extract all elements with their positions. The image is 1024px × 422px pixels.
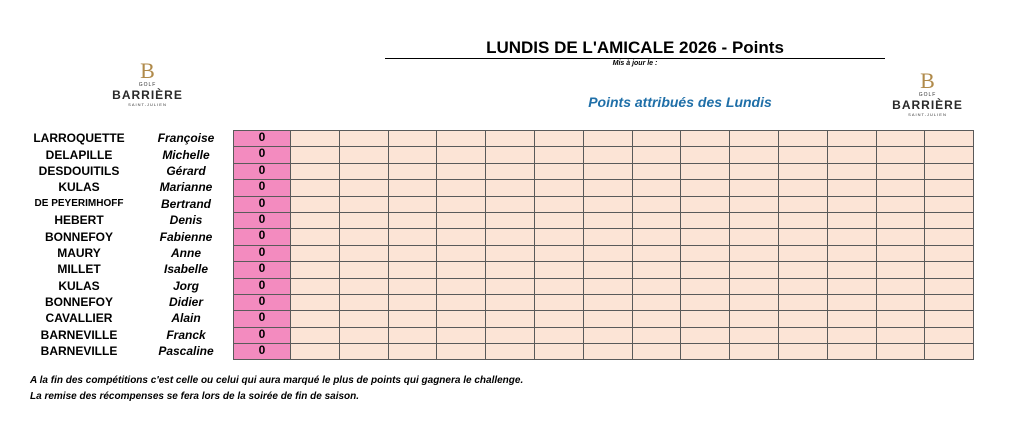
- monday-points-cell: [388, 294, 437, 310]
- player-row: [20, 228, 234, 244]
- monday-points-cell: [876, 212, 925, 228]
- monday-points-cell: [681, 278, 730, 294]
- monday-points-cell: [388, 245, 437, 261]
- logo-b-icon: B: [140, 58, 155, 83]
- player-first-name: Gérard: [166, 163, 206, 178]
- total-points-cell: 0: [234, 344, 291, 360]
- monday-points-cell: [437, 212, 486, 228]
- player-last-name: LARROQUETTE: [33, 131, 125, 146]
- monday-points-cell: [681, 294, 730, 310]
- monday-points-cell: [730, 245, 779, 261]
- monday-points-cell: [876, 262, 925, 278]
- table-row: [234, 212, 974, 228]
- monday-points-cell: [583, 262, 632, 278]
- monday-points-cell: [681, 131, 730, 147]
- footer-line-2: La remise des récompenses se fera lors de la soirée de fin de saison.: [30, 391, 360, 402]
- monday-points-cell: [486, 294, 535, 310]
- monday-points-cell: [339, 147, 388, 163]
- player-row: [20, 163, 234, 179]
- player-row: [20, 327, 234, 343]
- monday-points-cell: [827, 147, 876, 163]
- monday-points-cell: [388, 229, 437, 245]
- total-points-cell: 0: [234, 163, 291, 179]
- monday-points-cell: [486, 180, 535, 196]
- monday-points-cell: [778, 229, 827, 245]
- monday-points-cell: [291, 311, 340, 327]
- monday-points-cell: [339, 196, 388, 212]
- monday-points-cell: [632, 278, 681, 294]
- monday-points-cell: [681, 212, 730, 228]
- table-row: [234, 229, 974, 245]
- monday-points-cell: [876, 229, 925, 245]
- monday-points-cell: [486, 229, 535, 245]
- monday-points-cell: [437, 180, 486, 196]
- monday-points-cell: [534, 262, 583, 278]
- monday-points-cell: [486, 278, 535, 294]
- monday-points-cell: [388, 212, 437, 228]
- monday-points-cell: [778, 196, 827, 212]
- monday-points-cell: [632, 147, 681, 163]
- monday-points-cell: [876, 294, 925, 310]
- monday-points-cell: [534, 163, 583, 179]
- monday-points-cell: [681, 229, 730, 245]
- monday-points-cell: [339, 229, 388, 245]
- monday-points-cell: [681, 147, 730, 163]
- monday-points-cell: [534, 131, 583, 147]
- monday-points-cell: [583, 229, 632, 245]
- player-first-name: Marianne: [159, 180, 213, 195]
- monday-points-cell: [583, 180, 632, 196]
- monday-points-cell: [925, 294, 974, 310]
- monday-points-cell: [925, 229, 974, 245]
- monday-points-cell: [827, 344, 876, 360]
- monday-points-cell: [876, 344, 925, 360]
- monday-points-cell: [486, 344, 535, 360]
- monday-points-cell: [827, 212, 876, 228]
- monday-points-cell: [437, 344, 486, 360]
- player-row: [20, 294, 234, 310]
- monday-points-cell: [876, 327, 925, 343]
- monday-points-cell: [339, 311, 388, 327]
- monday-points-cell: [925, 262, 974, 278]
- total-points-cell: 0: [234, 311, 291, 327]
- monday-points-cell: [291, 131, 340, 147]
- monday-points-cell: [388, 147, 437, 163]
- monday-points-cell: [388, 180, 437, 196]
- monday-points-cell: [632, 229, 681, 245]
- monday-points-cell: [778, 163, 827, 179]
- monday-points-cell: [925, 311, 974, 327]
- monday-points-cell: [876, 311, 925, 327]
- logo-place-text: SAINT-JULIEN: [908, 112, 947, 117]
- player-last-name: DE PEYERIMHOFF: [34, 198, 124, 210]
- total-points-cell: 0: [234, 327, 291, 343]
- monday-points-cell: [534, 327, 583, 343]
- monday-points-cell: [437, 327, 486, 343]
- player-row: [20, 261, 234, 277]
- monday-points-cell: [925, 131, 974, 147]
- monday-points-cell: [876, 163, 925, 179]
- monday-points-cell: [632, 327, 681, 343]
- monday-points-cell: [925, 147, 974, 163]
- monday-points-cell: [681, 311, 730, 327]
- monday-points-cell: [583, 245, 632, 261]
- monday-points-cell: [632, 180, 681, 196]
- monday-points-cell: [778, 212, 827, 228]
- footer-notes: [30, 373, 523, 405]
- monday-points-cell: [632, 212, 681, 228]
- monday-points-cell: [778, 131, 827, 147]
- monday-points-cell: [534, 344, 583, 360]
- logo-golf-text: GOLF: [918, 92, 937, 98]
- monday-points-cell: [388, 327, 437, 343]
- monday-points-cell: [291, 327, 340, 343]
- monday-points-cell: [388, 131, 437, 147]
- monday-points-cell: [730, 147, 779, 163]
- table-row: [234, 163, 974, 179]
- monday-points-cell: [388, 344, 437, 360]
- monday-points-cell: [876, 131, 925, 147]
- player-first-name: Françoise: [157, 131, 215, 146]
- logo-place-text: SAINT-JULIEN: [128, 102, 167, 107]
- monday-points-cell: [632, 196, 681, 212]
- monday-points-cell: [486, 262, 535, 278]
- monday-points-cell: [730, 163, 779, 179]
- monday-points-cell: [827, 262, 876, 278]
- monday-points-cell: [925, 212, 974, 228]
- player-row: [20, 343, 234, 359]
- table-row: [234, 196, 974, 212]
- monday-points-cell: [681, 245, 730, 261]
- monday-points-cell: [437, 196, 486, 212]
- player-last-name: KULAS: [58, 278, 100, 293]
- update-label: Mis à jour le :: [385, 58, 885, 74]
- player-row: [20, 130, 234, 146]
- monday-points-cell: [437, 163, 486, 179]
- monday-points-cell: [925, 245, 974, 261]
- section-subtitle: Points attribués des Lundis: [588, 94, 772, 110]
- monday-points-cell: [730, 311, 779, 327]
- monday-points-cell: [876, 180, 925, 196]
- monday-points-cell: [534, 294, 583, 310]
- golf-barriere-logo-left: [100, 60, 195, 108]
- monday-points-cell: [486, 311, 535, 327]
- monday-points-cell: [730, 294, 779, 310]
- monday-points-cell: [486, 245, 535, 261]
- monday-points-cell: [632, 131, 681, 147]
- player-row: [20, 278, 234, 294]
- total-points-cell: 0: [234, 196, 291, 212]
- table-row: [234, 344, 974, 360]
- monday-points-cell: [827, 131, 876, 147]
- total-points-cell: 0: [234, 131, 291, 147]
- monday-points-cell: [778, 327, 827, 343]
- player-last-name: DESDOUITILS: [38, 163, 120, 178]
- monday-points-cell: [291, 262, 340, 278]
- total-points-cell: 0: [234, 294, 291, 310]
- player-first-name: Fabienne: [159, 229, 213, 244]
- monday-points-cell: [388, 163, 437, 179]
- total-points-cell: 0: [234, 278, 291, 294]
- table-row: [234, 262, 974, 278]
- monday-points-cell: [925, 196, 974, 212]
- monday-points-cell: [632, 294, 681, 310]
- monday-points-cell: [876, 278, 925, 294]
- monday-points-cell: [534, 212, 583, 228]
- monday-points-cell: [827, 245, 876, 261]
- player-row: [20, 196, 234, 212]
- table-row: [234, 147, 974, 163]
- logo-brand-text: BARRIÈRE: [892, 98, 963, 112]
- monday-points-cell: [632, 344, 681, 360]
- player-first-name: Michelle: [162, 147, 210, 162]
- monday-points-cell: [534, 278, 583, 294]
- monday-points-cell: [730, 229, 779, 245]
- player-name-list: [20, 130, 234, 359]
- total-points-cell: 0: [234, 229, 291, 245]
- monday-points-cell: [778, 147, 827, 163]
- player-last-name: KULAS: [58, 180, 100, 195]
- monday-points-cell: [437, 278, 486, 294]
- player-row: [20, 212, 234, 228]
- monday-points-cell: [291, 212, 340, 228]
- monday-points-cell: [681, 196, 730, 212]
- monday-points-cell: [778, 262, 827, 278]
- monday-points-cell: [632, 262, 681, 278]
- total-points-cell: 0: [234, 180, 291, 196]
- monday-points-cell: [339, 245, 388, 261]
- monday-points-cell: [681, 180, 730, 196]
- monday-points-cell: [583, 131, 632, 147]
- player-row: [20, 146, 234, 162]
- monday-points-cell: [437, 245, 486, 261]
- total-points-cell: 0: [234, 245, 291, 261]
- monday-points-cell: [339, 163, 388, 179]
- monday-points-cell: [339, 180, 388, 196]
- footer-line-1: A la fin des compétitions c'est celle ou celui qui aura marqué le plus de points qui gagnera le challenge.: [30, 375, 524, 386]
- monday-points-cell: [339, 278, 388, 294]
- table-row: [234, 311, 974, 327]
- monday-points-cell: [291, 344, 340, 360]
- monday-points-cell: [339, 327, 388, 343]
- monday-points-cell: [778, 311, 827, 327]
- monday-points-cell: [437, 311, 486, 327]
- player-first-name: Alain: [171, 311, 201, 326]
- player-first-name: Didier: [168, 295, 203, 310]
- monday-points-cell: [583, 196, 632, 212]
- total-points-cell: 0: [234, 147, 291, 163]
- monday-points-cell: [827, 163, 876, 179]
- points-grid: [233, 130, 974, 360]
- monday-points-cell: [583, 311, 632, 327]
- player-first-name: Jorg: [172, 278, 199, 293]
- monday-points-cell: [730, 180, 779, 196]
- monday-points-cell: [730, 196, 779, 212]
- monday-points-cell: [827, 311, 876, 327]
- monday-points-cell: [388, 196, 437, 212]
- total-points-cell: 0: [234, 212, 291, 228]
- monday-points-cell: [827, 229, 876, 245]
- monday-points-cell: [778, 294, 827, 310]
- table-row: [234, 294, 974, 310]
- monday-points-cell: [778, 278, 827, 294]
- player-last-name: DELAPILLE: [45, 147, 113, 162]
- table-row: [234, 180, 974, 196]
- monday-points-cell: [437, 131, 486, 147]
- monday-points-cell: [925, 327, 974, 343]
- monday-points-cell: [437, 262, 486, 278]
- monday-points-cell: [437, 229, 486, 245]
- player-last-name: BONNEFOY: [44, 295, 113, 310]
- monday-points-cell: [827, 294, 876, 310]
- player-first-name: Isabelle: [163, 262, 209, 277]
- player-row: [20, 245, 234, 261]
- logo-golf-text: GOLF: [138, 82, 157, 88]
- monday-points-cell: [437, 294, 486, 310]
- page-title: LUNDIS DE L'AMICALE 2026 - Points: [486, 38, 784, 57]
- table-row: [234, 131, 974, 147]
- monday-points-cell: [730, 278, 779, 294]
- monday-points-cell: [534, 147, 583, 163]
- player-row: [20, 310, 234, 326]
- monday-points-cell: [730, 212, 779, 228]
- monday-points-cell: [339, 131, 388, 147]
- monday-points-cell: [681, 327, 730, 343]
- monday-points-cell: [583, 212, 632, 228]
- monday-points-cell: [486, 196, 535, 212]
- monday-points-cell: [583, 278, 632, 294]
- logo-brand-text: BARRIÈRE: [112, 88, 183, 102]
- monday-points-cell: [388, 311, 437, 327]
- monday-points-cell: [534, 229, 583, 245]
- player-last-name: HEBERT: [54, 213, 104, 228]
- monday-points-cell: [681, 163, 730, 179]
- total-points-cell: 0: [234, 262, 291, 278]
- monday-points-cell: [486, 212, 535, 228]
- monday-points-cell: [291, 180, 340, 196]
- monday-points-cell: [876, 245, 925, 261]
- monday-points-cell: [437, 147, 486, 163]
- player-first-name: Anne: [171, 245, 201, 260]
- monday-points-cell: [632, 245, 681, 261]
- monday-points-cell: [388, 262, 437, 278]
- monday-points-cell: [730, 262, 779, 278]
- monday-points-cell: [486, 131, 535, 147]
- monday-points-cell: [583, 147, 632, 163]
- monday-points-cell: [534, 245, 583, 261]
- monday-points-cell: [778, 245, 827, 261]
- monday-points-cell: [681, 262, 730, 278]
- player-last-name: CAVALLIER: [45, 311, 113, 326]
- monday-points-cell: [583, 294, 632, 310]
- monday-points-cell: [583, 163, 632, 179]
- player-row: [20, 179, 234, 195]
- monday-points-cell: [291, 278, 340, 294]
- monday-points-cell: [876, 196, 925, 212]
- monday-points-cell: [291, 196, 340, 212]
- monday-points-cell: [534, 196, 583, 212]
- player-last-name: BONNEFOY: [44, 229, 113, 244]
- monday-points-cell: [730, 344, 779, 360]
- monday-points-cell: [291, 229, 340, 245]
- monday-points-cell: [925, 180, 974, 196]
- player-last-name: BARNEVILLE: [40, 344, 118, 359]
- table-row: [234, 327, 974, 343]
- monday-points-cell: [925, 163, 974, 179]
- monday-points-cell: [534, 311, 583, 327]
- monday-points-cell: [876, 147, 925, 163]
- table-row: [234, 278, 974, 294]
- monday-points-cell: [827, 278, 876, 294]
- monday-points-cell: [925, 344, 974, 360]
- player-last-name: MILLET: [57, 262, 101, 277]
- monday-points-cell: [291, 245, 340, 261]
- monday-points-cell: [632, 311, 681, 327]
- player-last-name: MAURY: [57, 245, 101, 260]
- monday-points-cell: [534, 180, 583, 196]
- monday-points-cell: [339, 262, 388, 278]
- monday-points-cell: [339, 212, 388, 228]
- monday-points-cell: [778, 180, 827, 196]
- player-first-name: Franck: [166, 327, 206, 342]
- monday-points-cell: [681, 344, 730, 360]
- player-first-name: Denis: [169, 213, 203, 228]
- monday-points-cell: [339, 294, 388, 310]
- golf-barriere-logo-right: [885, 70, 970, 118]
- monday-points-cell: [730, 327, 779, 343]
- monday-points-cell: [486, 147, 535, 163]
- monday-points-cell: [583, 344, 632, 360]
- table-row: [234, 245, 974, 261]
- monday-points-cell: [291, 294, 340, 310]
- monday-points-cell: [291, 147, 340, 163]
- monday-points-cell: [778, 344, 827, 360]
- monday-points-cell: [339, 344, 388, 360]
- monday-points-cell: [827, 196, 876, 212]
- monday-points-cell: [291, 163, 340, 179]
- logo-b-icon: B: [920, 68, 935, 93]
- monday-points-cell: [583, 327, 632, 343]
- player-last-name: BARNEVILLE: [40, 327, 118, 342]
- monday-points-cell: [827, 180, 876, 196]
- monday-points-cell: [632, 163, 681, 179]
- monday-points-cell: [925, 278, 974, 294]
- player-first-name: Bertrand: [160, 196, 211, 211]
- monday-points-cell: [730, 131, 779, 147]
- monday-points-cell: [486, 327, 535, 343]
- monday-points-cell: [486, 163, 535, 179]
- monday-points-cell: [827, 327, 876, 343]
- player-first-name: Pascaline: [158, 344, 214, 359]
- monday-points-cell: [388, 278, 437, 294]
